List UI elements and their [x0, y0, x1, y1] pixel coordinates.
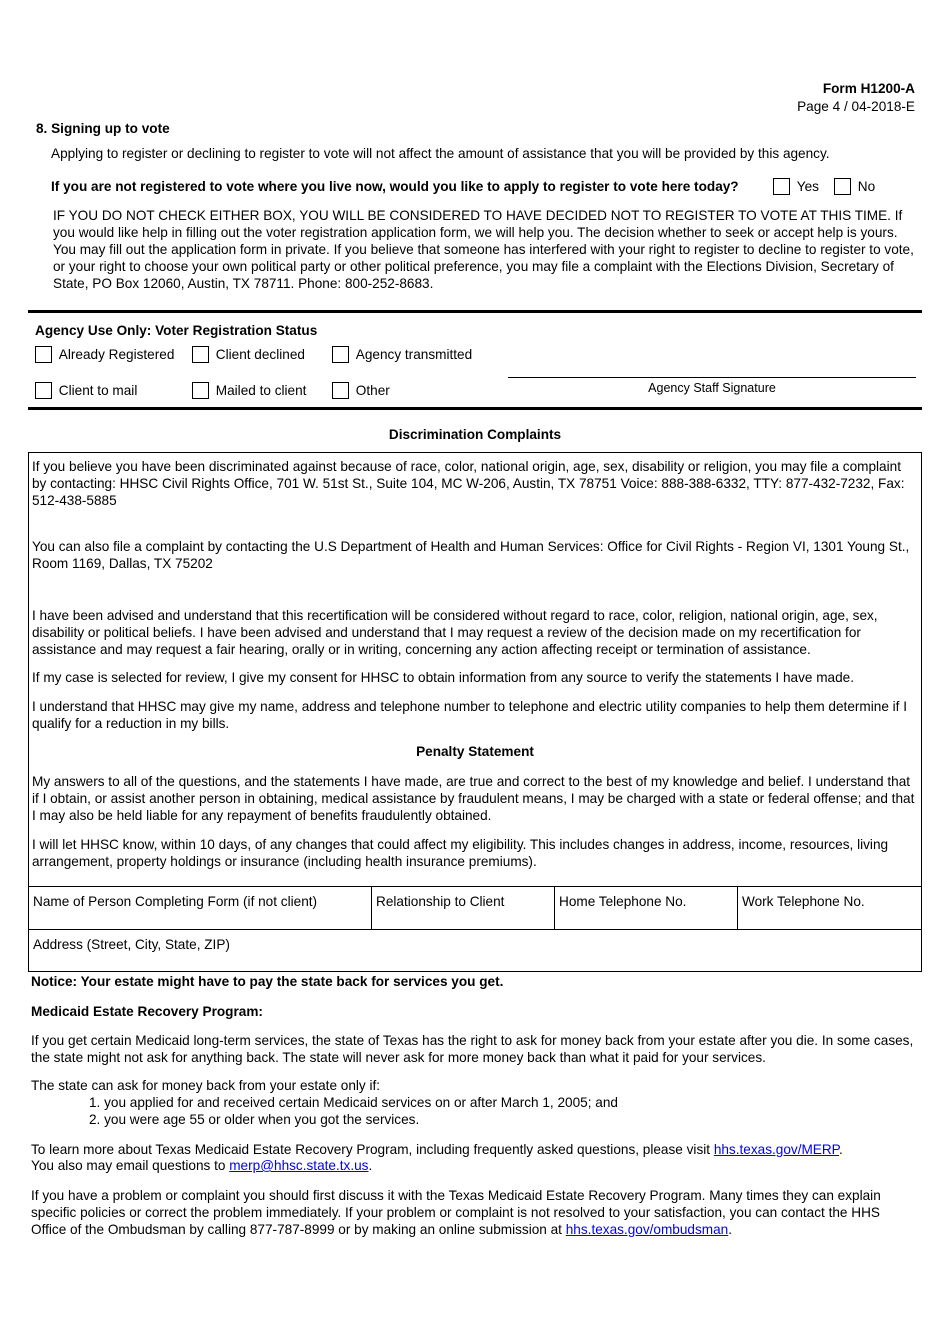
home-phone-field-label: Home Telephone No. [559, 894, 687, 909]
option-label: Other [355, 383, 390, 398]
page-info: Page 4 / 04-2018-E [797, 99, 915, 114]
section-heading: 8. Signing up to vote [36, 121, 170, 136]
email-text: You also may email questions to [31, 1158, 230, 1173]
option-label: Mailed to client [215, 383, 307, 398]
signature-label: Agency Staff Signature [648, 381, 776, 395]
complaint-text: If you have a problem or complaint you should first discuss it with the Texas Medicaid Estate Recovery Program. Many times they can explain specific policies or correct the problem immediately. If your problem or complaint is not resolved to your satisfaction, you can contact the HHS Office of the Ombudsman by calling 877-787-8999 or by making an online submission at [31, 1188, 881, 1237]
relationship-field[interactable] [371, 886, 554, 929]
divider [28, 407, 922, 410]
estate-item-2: 2. you were age 55 or older when you got the services. [89, 1112, 420, 1127]
penalty-p2: I will let HHSC know, within 10 days, of any changes that could affect my eligibility. This includes changes in address, income, resources, living arrangement, property holdings or insurance (including health insurance premiums). [32, 837, 889, 869]
work-phone-field[interactable] [737, 886, 922, 929]
yes-option[interactable] [773, 178, 819, 195]
no-option[interactable] [834, 178, 875, 195]
discrimination-p5: I understand that HHSC may give my name, address and telephone number to telephone and electric utility companies to help them determine if I qualify for a reduction in my bills. [32, 699, 908, 731]
learn-text: To learn more about Texas Medicaid Estate Recovery Program, including frequently asked questions, please visit [31, 1142, 714, 1157]
form-id: Form H1200-A [822, 81, 915, 96]
name-field-label: Name of Person Completing Form (if not client) [33, 894, 318, 909]
yes-label: Yes [796, 179, 819, 194]
voting-notice: IF YOU DO NOT CHECK EITHER BOX, YOU WILL BE CONSIDERED TO HAVE DECIDED NOT TO REGISTER TO VOTE AT THIS TIME. If you would like help in filling out the voter registration application form, we will help you. The decision whether to seek or accept help is yours. You may fill out the application form in private. If you believe that someone has interfered with your right to register to decline to register to vote, or your right to choose your own political party or other political preference, you may file a complaint with the Elections Division, Secretary of State, PO Box 12060, Austin, TX 78711. Phone: 800-252-8683. [53, 208, 914, 291]
complaint-paragraph [31, 1187, 916, 1238]
voting-question: If you are not registered to vote where you live now, would you like to apply to register to vote here today? [51, 179, 739, 194]
estate-notice: Notice: Your estate might have to pay the state back for services you get. [31, 974, 504, 989]
name-field[interactable] [28, 886, 371, 929]
checkbox[interactable] [332, 346, 349, 363]
email-link[interactable]: merp@hhsc.state.tx.us [229, 1158, 369, 1173]
home-phone-field[interactable] [554, 886, 737, 929]
ombudsman-link[interactable]: hhs.texas.gov/ombudsman [565, 1222, 729, 1237]
option-label: Agency transmitted [355, 347, 473, 362]
option-client-to-mail[interactable] [35, 382, 137, 399]
option-agency-transmitted[interactable] [332, 346, 472, 363]
discrimination-p2: You can also file a complaint by contacting the U.S Department of Health and Human Services: Office for Civil Rights - Region VI, 1301 Young St., Room 1169, Dallas, TX 75202 [32, 539, 910, 571]
learn-end: . [839, 1142, 843, 1157]
checkbox[interactable] [192, 382, 209, 399]
address-field[interactable] [28, 929, 922, 972]
yes-checkbox[interactable] [773, 178, 790, 195]
checkbox[interactable] [35, 382, 52, 399]
penalty-p1: My answers to all of the questions, and the statements I have made, are true and correct to the best of my knowledge and belief. I understand that if I obtain, or assist another person in obtaining, medical assistance by fraudulent means, I may be charged with a state or federal offense; and that I may also be held liable for any repayment of benefits fraudulently obtained. [32, 774, 915, 823]
discrimination-p4: If my case is selected for review, I give my consent for HHSC to obtain information from any source to verify the statements I have made. [32, 670, 855, 685]
work-phone-field-label: Work Telephone No. [742, 894, 865, 909]
complaint-end: . [728, 1222, 732, 1237]
option-label: Client to mail [58, 383, 138, 398]
voting-intro: Applying to register or declining to register to vote will not affect the amount of assistance that you will be provided by this agency. [51, 146, 830, 161]
address-field-label: Address (Street, City, State, ZIP) [33, 937, 230, 952]
option-client-declined[interactable] [192, 346, 305, 363]
checkbox[interactable] [35, 346, 52, 363]
signature-line[interactable] [508, 377, 916, 378]
divider [28, 310, 922, 313]
no-label: No [857, 179, 876, 194]
estate-item-1: 1. you applied for and received certain Medicaid services on or after March 1, 2005; and [89, 1095, 618, 1110]
option-label: Client declined [215, 347, 305, 362]
option-mailed-to-client[interactable] [192, 382, 306, 399]
discrimination-heading: Discrimination Complaints [388, 427, 562, 442]
discrimination-p1: If you believe you have been discriminated against because of race, color, national origin, age, sex, disability or religion, you may file a complaint by contacting: HHSC Civil Rights Office, 701 W. 51st St., Suite 104, MC W-206, Austin, TX 78751 Voice: 888-388-6332, TTY: 877-432-7232, Fax: 512-438-5885 [32, 459, 905, 508]
relationship-field-label: Relationship to Client [376, 894, 505, 909]
agency-heading: Agency Use Only: Voter Registration Status [35, 323, 318, 338]
merp-link[interactable]: hhs.texas.gov/MERP [713, 1142, 839, 1157]
learn-more [31, 1142, 843, 1157]
option-other[interactable] [332, 382, 390, 399]
email-end: . [368, 1158, 373, 1173]
penalty-heading: Penalty Statement [416, 744, 534, 759]
no-checkbox[interactable] [834, 178, 851, 195]
program-heading: Medicaid Estate Recovery Program: [31, 1004, 263, 1019]
discrimination-p3: I have been advised and understand that this recertification will be considered without regard to race, color, religion, national origin, age, sex, disability or political beliefs. I have been advised and understand that I may request a review of the decision made on my recertification for assistance and may request a fair hearing, orally or in writing, concerning any action affecting receipt or termination of assistance. [32, 608, 878, 657]
estate-p1: If you get certain Medicaid long-term services, the state of Texas has the right to ask for money back from your estate after you die. In some cases, the state might not ask for anything back. The state will never ask for more money back than what it paid for your services. [31, 1033, 914, 1065]
option-already-registered[interactable] [35, 346, 174, 363]
checkbox[interactable] [192, 346, 209, 363]
estate-p2: The state can ask for money back from your estate only if: [31, 1078, 381, 1093]
checkbox[interactable] [332, 382, 349, 399]
option-label: Already Registered [58, 347, 175, 362]
email-line [31, 1158, 372, 1173]
